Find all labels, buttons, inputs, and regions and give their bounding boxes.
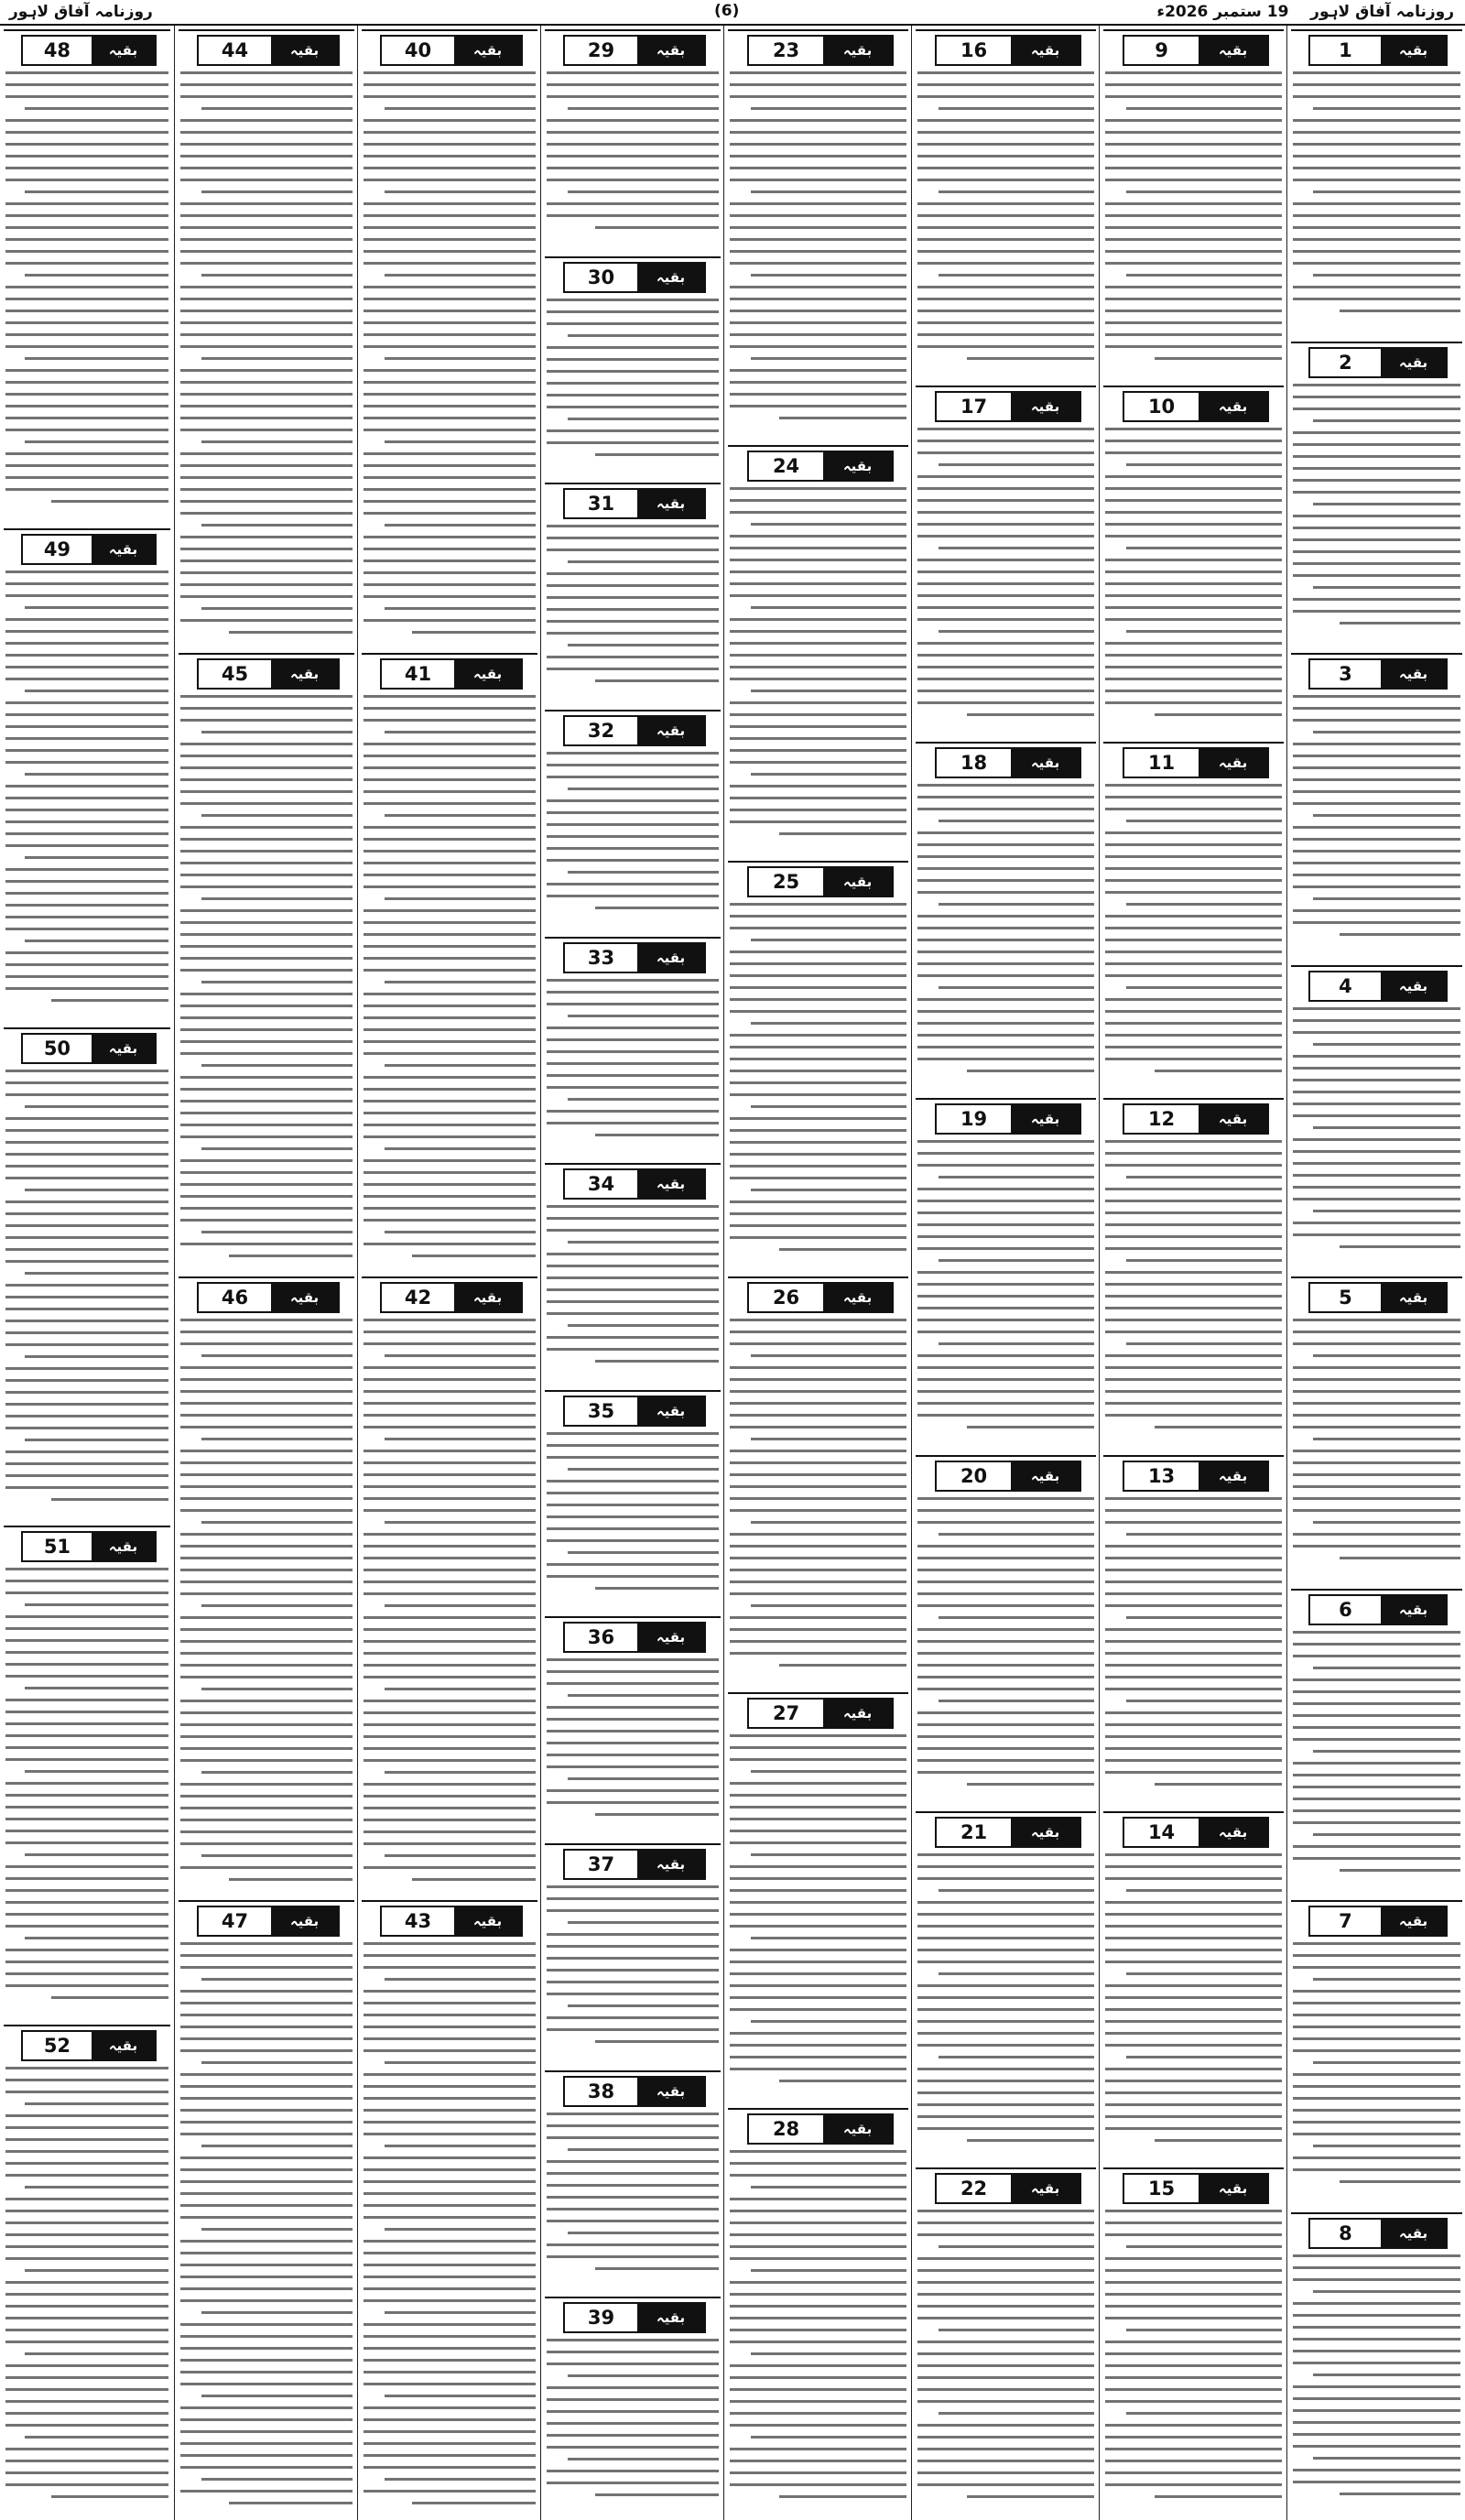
- continuation-box: [563, 2302, 706, 2333]
- continuation-box: [563, 1396, 706, 1427]
- continuation-number: 33: [587, 947, 615, 969]
- continuation-label: بقیہ: [637, 490, 704, 517]
- article-text-block: [5, 570, 168, 1011]
- article-text-block: [1293, 1007, 1460, 1257]
- section-divider: [1103, 29, 1284, 31]
- section-divider: [362, 653, 537, 655]
- continuation-number: 39: [587, 2307, 615, 2329]
- article-text-block: [917, 2210, 1094, 2507]
- continuation-label: بقیہ: [637, 1170, 704, 1198]
- continuation-number: 49: [43, 538, 71, 560]
- continuation-box: [747, 451, 894, 482]
- continuation-label: بقیہ: [92, 37, 155, 64]
- section-divider: [1103, 742, 1284, 744]
- continuation-label: بقیہ: [92, 536, 155, 563]
- article-text-block: [547, 2339, 719, 2505]
- continuation-box: [935, 1103, 1081, 1135]
- article-text-block: [730, 487, 906, 844]
- continuation-number: 28: [772, 2118, 800, 2140]
- continuation-box: [747, 1282, 894, 1313]
- article-text-block: [547, 2113, 719, 2279]
- section-divider: [1291, 965, 1462, 967]
- continuation-box: [21, 534, 157, 565]
- continuation-number: 44: [221, 39, 249, 61]
- section-divider: [4, 528, 170, 530]
- continuation-box: [563, 942, 706, 973]
- article-text-block: [547, 525, 719, 691]
- continuation-number: 8: [1339, 2222, 1352, 2244]
- article-text-block: [180, 1942, 353, 2514]
- continuation-label: بقیہ: [1199, 1462, 1267, 1490]
- continuation-box: [563, 715, 706, 746]
- continuation-label: بقیہ: [92, 2032, 155, 2059]
- continuation-number: 50: [43, 1037, 71, 1059]
- article-text-block: [917, 428, 1094, 725]
- section-divider: [545, 937, 721, 939]
- continuation-number: 26: [772, 1287, 800, 1309]
- continuation-number: 17: [960, 396, 988, 418]
- section-divider: [545, 1163, 721, 1165]
- article-text-block: [730, 71, 906, 429]
- continuation-box: [935, 747, 1081, 778]
- section-divider: [728, 1692, 908, 1694]
- article-text-block: [5, 2067, 168, 2507]
- continuation-label: بقیہ: [637, 2304, 704, 2331]
- article-text-block: [917, 1140, 1094, 1438]
- continuation-label: بقیہ: [1199, 1819, 1267, 1846]
- article-text-block: [730, 1734, 906, 2091]
- continuation-number: 41: [404, 663, 432, 685]
- continuation-box: [1308, 658, 1448, 690]
- continuation-number: 23: [772, 39, 800, 61]
- continuation-box: [21, 1531, 157, 1562]
- continuation-label: بقیہ: [637, 1851, 704, 1878]
- continuation-label: بقیہ: [1381, 349, 1446, 376]
- section-divider: [362, 29, 537, 31]
- continuation-box: [747, 866, 894, 897]
- continuation-box: [1123, 391, 1269, 422]
- article-text-block: [180, 1319, 353, 1890]
- section-divider: [1291, 342, 1462, 343]
- news-column: [1286, 26, 1465, 2520]
- continuation-label: بقیہ: [92, 1533, 155, 1560]
- continuation-number: 47: [221, 1910, 249, 1932]
- continuation-number: 25: [772, 871, 800, 893]
- continuation-box: [1308, 1594, 1448, 1625]
- continuation-label: بقیہ: [1199, 749, 1267, 777]
- continuation-number: 36: [587, 1626, 615, 1648]
- continuation-number: 21: [960, 1821, 988, 1843]
- continuation-box: [380, 1906, 523, 1937]
- continuation-label: بقیہ: [271, 1907, 338, 1935]
- article-text-block: [730, 2150, 906, 2507]
- continuation-label: بقیہ: [823, 868, 892, 896]
- continuation-label: بقیہ: [1381, 1284, 1446, 1311]
- news-column: [0, 26, 174, 2520]
- continuation-label: بقیہ: [271, 37, 338, 64]
- section-divider: [1103, 1811, 1284, 1813]
- continuation-number: 19: [960, 1108, 988, 1130]
- continuation-box: [21, 1033, 157, 1064]
- continuation-box: [1308, 2218, 1448, 2249]
- section-divider: [1103, 386, 1284, 387]
- continuation-number: 16: [960, 39, 988, 61]
- continuation-number: 29: [587, 39, 615, 61]
- continuation-label: بقیہ: [1011, 1105, 1080, 1133]
- section-divider: [1103, 1098, 1284, 1100]
- continuation-label: بقیہ: [637, 37, 704, 64]
- section-divider: [728, 1276, 908, 1278]
- continuation-number: 31: [587, 493, 615, 515]
- continuation-number: 13: [1147, 1465, 1176, 1487]
- continuation-label: بقیہ: [271, 1284, 338, 1311]
- continuation-box: [1308, 35, 1448, 66]
- article-text-block: [547, 1205, 719, 1372]
- continuation-box: [563, 1622, 706, 1653]
- continuation-box: [935, 1461, 1081, 1492]
- article-text-block: [917, 71, 1094, 369]
- continuation-label: بقیہ: [92, 1035, 155, 1062]
- continuation-label: بقیہ: [454, 1284, 521, 1311]
- continuation-box: [1308, 347, 1448, 378]
- continuation-number: 24: [772, 455, 800, 477]
- continuation-box: [563, 1849, 706, 1880]
- article-text-block: [1293, 2254, 1460, 2504]
- continuation-number: 14: [1147, 1821, 1176, 1843]
- article-text-block: [1293, 384, 1460, 634]
- section-divider: [545, 2070, 721, 2072]
- continuation-box: [1123, 1817, 1269, 1848]
- article-text-block: [547, 299, 719, 465]
- section-divider: [916, 29, 1096, 31]
- continuation-number: 37: [587, 1853, 615, 1875]
- section-divider: [4, 1526, 170, 1527]
- continuation-label: بقیہ: [637, 717, 704, 744]
- continuation-label: بقیہ: [823, 2115, 892, 2143]
- continuation-box: [380, 1282, 523, 1313]
- continuation-number: 15: [1147, 2178, 1176, 2200]
- article-text-block: [1105, 1853, 1282, 2151]
- continuation-box: [935, 35, 1081, 66]
- section-divider: [916, 2167, 1096, 2169]
- masthead: [0, 0, 1465, 26]
- continuation-number: 38: [587, 2080, 615, 2102]
- continuation-box: [563, 1168, 706, 1200]
- continuation-box: [747, 35, 894, 66]
- continuation-box: [935, 1817, 1081, 1848]
- article-text-block: [547, 752, 719, 918]
- continuation-label: بقیہ: [454, 37, 521, 64]
- section-divider: [545, 256, 721, 258]
- article-text-block: [364, 1319, 536, 1890]
- section-divider: [1103, 1455, 1284, 1457]
- section-divider: [179, 1276, 354, 1278]
- continuation-number: 10: [1147, 396, 1176, 418]
- continuation-label: بقیہ: [637, 2078, 704, 2105]
- article-text-block: [1105, 1140, 1282, 1438]
- issue-date: 19 ستمبر 2026ء: [1156, 3, 1289, 21]
- continuation-label: بقیہ: [454, 1907, 521, 1935]
- article-text-block: [1105, 1497, 1282, 1795]
- continuation-number: 30: [587, 266, 615, 288]
- article-text-block: [5, 1568, 168, 2008]
- continuation-number: 3: [1339, 663, 1352, 685]
- continuation-label: بقیہ: [823, 452, 892, 480]
- continuation-label: بقیہ: [1011, 749, 1080, 777]
- article-text-block: [364, 695, 536, 1266]
- continuation-number: 22: [960, 2178, 988, 2200]
- continuation-box: [197, 1282, 340, 1313]
- article-text-block: [1293, 1631, 1460, 1881]
- article-text-block: [547, 71, 719, 238]
- article-text-block: [730, 1319, 906, 1676]
- article-text-block: [364, 1942, 536, 2514]
- continuation-box: [1308, 1906, 1448, 1937]
- article-text-block: [917, 784, 1094, 1081]
- article-text-block: [180, 695, 353, 1266]
- continuation-box: [197, 1906, 340, 1937]
- continuation-box: [197, 35, 340, 66]
- continuation-box: [1123, 1461, 1269, 1492]
- article-text-block: [364, 71, 536, 643]
- news-column: [1099, 26, 1287, 2520]
- continuation-number: 9: [1155, 39, 1168, 61]
- article-text-block: [547, 1432, 719, 1599]
- section-divider: [179, 1900, 354, 1902]
- continuation-label: بقیہ: [1199, 393, 1267, 420]
- continuation-box: [935, 391, 1081, 422]
- section-divider: [916, 1455, 1096, 1457]
- continuation-label: بقیہ: [1381, 37, 1446, 64]
- article-text-block: [917, 1497, 1094, 1795]
- continuation-box: [1308, 1282, 1448, 1313]
- continuation-label: بقیہ: [1011, 1462, 1080, 1490]
- section-divider: [916, 386, 1096, 387]
- continuation-label: بقیہ: [1381, 1907, 1446, 1935]
- article-text-block: [1293, 695, 1460, 945]
- continuation-number: 11: [1147, 752, 1176, 774]
- continuation-number: 34: [587, 1173, 615, 1195]
- continuation-box: [21, 2030, 157, 2061]
- section-divider: [4, 29, 170, 31]
- continuation-box: [380, 658, 523, 690]
- continuation-label: بقیہ: [454, 660, 521, 688]
- section-divider: [545, 29, 721, 31]
- article-text-block: [547, 1885, 719, 2052]
- continuation-label: بقیہ: [1011, 37, 1080, 64]
- section-divider: [728, 2108, 908, 2110]
- continuation-box: [563, 488, 706, 519]
- article-text-block: [1105, 71, 1282, 369]
- continuation-box: [380, 35, 523, 66]
- article-text-block: [547, 1658, 719, 1825]
- continuation-label: بقیہ: [1011, 2175, 1080, 2202]
- continuation-label: بقیہ: [1199, 37, 1267, 64]
- continuation-box: [1123, 35, 1269, 66]
- article-text-block: [5, 1070, 168, 1510]
- section-divider: [1291, 653, 1462, 655]
- continuation-box: [563, 262, 706, 293]
- continuation-box: [747, 2113, 894, 2145]
- continuation-label: بقیہ: [1381, 2220, 1446, 2247]
- continuation-number: 51: [43, 1536, 71, 1558]
- continuation-label: بقیہ: [1011, 1819, 1080, 1846]
- continuation-label: بقیہ: [1381, 660, 1446, 688]
- section-divider: [545, 1390, 721, 1392]
- continuation-label: بقیہ: [1381, 972, 1446, 1000]
- article-text-block: [730, 903, 906, 1260]
- article-text-block: [1293, 1942, 1460, 2192]
- article-text-block: [1105, 428, 1282, 725]
- article-text-block: [1293, 71, 1460, 321]
- continuation-box: [563, 2076, 706, 2107]
- continuation-label: بقیہ: [823, 1284, 892, 1311]
- section-divider: [545, 1616, 721, 1618]
- continuation-number: 48: [43, 39, 71, 61]
- continuation-number: 45: [221, 663, 249, 685]
- section-divider: [728, 861, 908, 863]
- section-divider: [4, 2025, 170, 2026]
- newspaper-title-repeat: روزنامہ آفاق لاہور: [9, 3, 153, 21]
- continuation-number: 1: [1339, 39, 1352, 61]
- continuation-box: [563, 35, 706, 66]
- continuation-number: 2: [1339, 352, 1352, 374]
- continuation-label: بقیہ: [823, 37, 892, 64]
- news-column: [357, 26, 541, 2520]
- article-text-block: [1105, 784, 1282, 1081]
- continuation-box: [1308, 971, 1448, 1002]
- section-divider: [4, 1027, 170, 1029]
- section-divider: [916, 1098, 1096, 1100]
- section-divider: [362, 1276, 537, 1278]
- article-text-block: [547, 979, 719, 1146]
- section-divider: [362, 1900, 537, 1902]
- newspaper-title: روزنامہ آفاق لاہور 19 ستمبر 2026ء: [1156, 3, 1454, 21]
- section-divider: [179, 29, 354, 31]
- continuation-label: بقیہ: [637, 1624, 704, 1651]
- section-divider: [545, 2297, 721, 2298]
- continuation-label: بقیہ: [1381, 1596, 1446, 1624]
- continuation-label: بقیہ: [637, 264, 704, 291]
- section-divider: [916, 1811, 1096, 1813]
- section-divider: [1291, 1900, 1462, 1902]
- continuation-label: بقیہ: [271, 660, 338, 688]
- continuation-number: 6: [1339, 1599, 1352, 1621]
- continuation-label: بقیہ: [1199, 2175, 1267, 2202]
- continuation-number: 27: [772, 1702, 800, 1724]
- continuation-number: 42: [404, 1287, 432, 1309]
- section-divider: [728, 445, 908, 447]
- article-text-block: [1105, 2210, 1282, 2507]
- section-divider: [728, 29, 908, 31]
- continuation-label: بقیہ: [637, 944, 704, 972]
- section-divider: [1291, 1276, 1462, 1278]
- continuation-number: 7: [1339, 1910, 1352, 1932]
- news-column: [723, 26, 912, 2520]
- section-divider: [179, 653, 354, 655]
- continuation-number: 18: [960, 752, 988, 774]
- continuation-label: بقیہ: [637, 1397, 704, 1425]
- continuation-box: [1123, 747, 1269, 778]
- article-text-block: [1293, 1319, 1460, 1569]
- continuation-number: 4: [1339, 975, 1352, 997]
- section-divider: [1103, 2167, 1284, 2169]
- article-text-block: [5, 71, 168, 512]
- continuation-number: 52: [43, 2035, 71, 2057]
- continuation-number: 12: [1147, 1108, 1176, 1130]
- continuation-box: [1123, 2173, 1269, 2204]
- continuation-number: 35: [587, 1400, 615, 1422]
- news-column: [911, 26, 1100, 2520]
- continuation-number: 43: [404, 1910, 432, 1932]
- news-column: [540, 26, 724, 2520]
- continuation-number: 46: [221, 1287, 249, 1309]
- article-text-block: [180, 71, 353, 643]
- continuation-box: [935, 2173, 1081, 2204]
- continuation-box: [197, 658, 340, 690]
- continuation-box: [21, 35, 157, 66]
- section-divider: [1291, 1589, 1462, 1591]
- continuation-box: [747, 1698, 894, 1729]
- continuation-label: بقیہ: [823, 1700, 892, 1727]
- news-column: [174, 26, 358, 2520]
- section-divider: [916, 742, 1096, 744]
- continuation-label: بقیہ: [1011, 393, 1080, 420]
- section-divider: [1291, 29, 1462, 31]
- section-divider: [1291, 2212, 1462, 2214]
- section-divider: [545, 483, 721, 484]
- continuation-number: 5: [1339, 1287, 1352, 1309]
- section-divider: [545, 710, 721, 711]
- continuation-number: 20: [960, 1465, 988, 1487]
- continuation-number: 40: [404, 39, 432, 61]
- continuation-label: بقیہ: [1199, 1105, 1267, 1133]
- page-number: (6): [714, 2, 740, 20]
- continuation-number: 32: [587, 720, 615, 742]
- section-divider: [545, 1843, 721, 1845]
- continuation-box: [1123, 1103, 1269, 1135]
- article-text-block: [917, 1853, 1094, 2151]
